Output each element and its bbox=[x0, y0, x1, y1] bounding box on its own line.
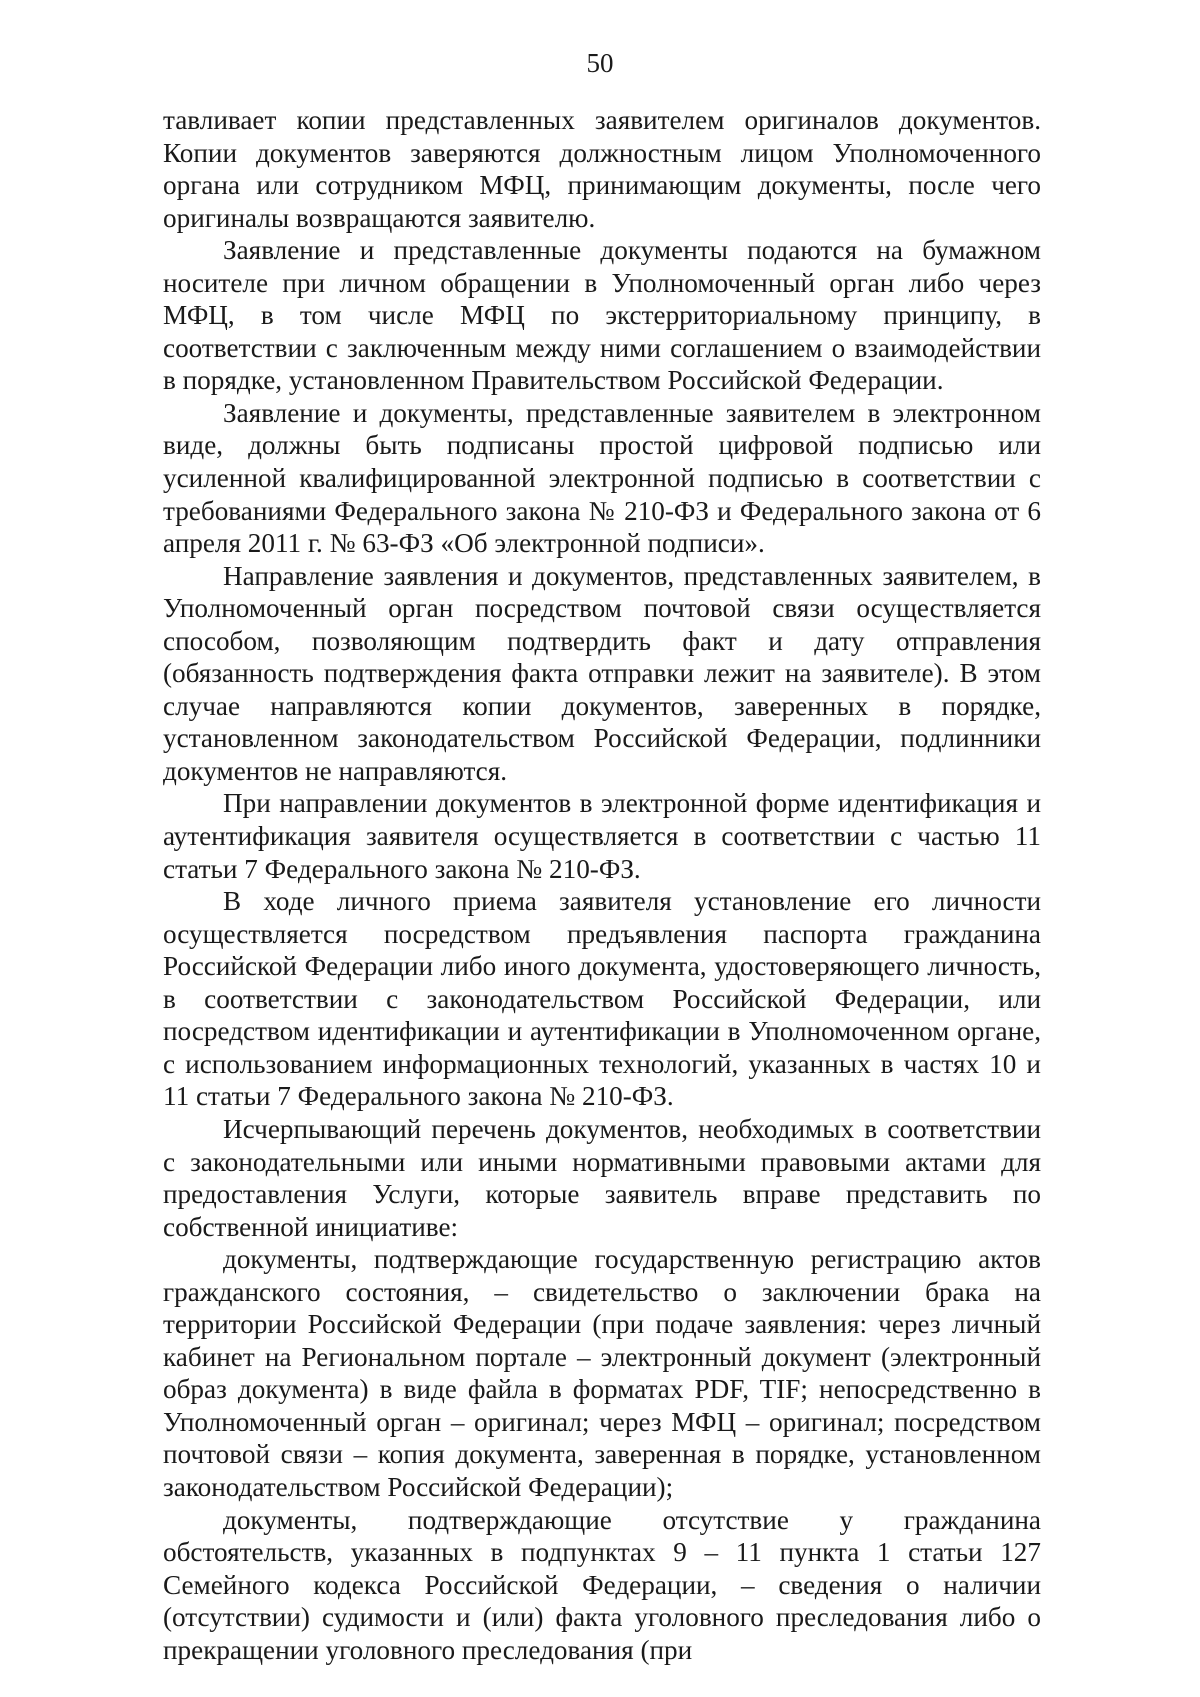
page-number: 50 bbox=[586, 48, 614, 78]
paragraph-postal-submission: Направление заявления и документов, представленных заявителем, в Уполномоченный орган посредством почтовой связи осуществляется способом, позволяющим подтвердить факт и дату отправления (обязанность подтверждения факта отправки лежит на заявителе). В этом случае направляются копии документов, заверенных в порядке, установленном законодательством Российской Федерации, подлинники документов не направляются. bbox=[163, 560, 1041, 786]
paragraph-personal-reception: В ходе личного приема заявителя установление его личности осуществляется посредством предъявления паспорта гражданина Российской Федерации либо иного документа, удостоверяющего личность, в соответствии с законодательством Российской Федерации, или посредством идентификации и аутентификации в Уполномоченном органе, с использованием информационных технологий, указанных в частях 10 и 11 статьи 7 Федерального закона № 210-ФЗ. bbox=[163, 886, 1041, 1112]
paragraph-civil-status-documents: документы, подтверждающие государственную регистрацию актов гражданского состояния, – свидетельство о заключении брака на территории Российской Федерации (при подаче заявления: через личный кабинет на Региональном портале – электронный документ (электронный образ документа) в виде файла в форматах PDF, TIF; непосредственно в Уполномоченный орган – оригинал; через МФЦ – оригинал; посредством почтовой связи – копия документа, заверенная в порядке, установленном законодательством Российской Федерации); bbox=[163, 1244, 1041, 1502]
document-body bbox=[163, 104, 1041, 1666]
paragraph-submission-paper: Заявление и представленные документы подаются на бумажном носителе при личном обращении в Уполномоченный орган либо через МФЦ, в том числе МФЦ по экстерриториальному принципу, в соответствии с заключенным между ними соглашением о взаимодействии в порядке, установленном Правительством Российской Федерации. bbox=[163, 235, 1041, 396]
paragraph-electronic-signature: Заявление и документы, представленные заявителем в электронном виде, должны быть подписаны простой цифровой подписью или усиленной квалифицированной электронной подписью в соответствии с требованиями Федерального закона № 210-ФЗ и Федерального закона от 6 апреля 2011 г. № 63-ФЗ «Об электронной подписи». bbox=[163, 397, 1041, 559]
paragraph-electronic-identification: При направлении документов в электронной форме идентификация и аутентификация заявителя осуществляется в соответствии с частью 11 статьи 7 Федерального закона № 210-ФЗ. bbox=[163, 788, 1041, 884]
paragraph-documents-list-intro: Исчерпывающий перечень документов, необходимых в соответствии с законодательными или иными нормативными правовыми актами для предоставления Услуги, которые заявитель вправе представить по собственной инициативе: bbox=[163, 1113, 1041, 1242]
paragraph-continuation: тавливает копии представленных заявителем оригиналов документов. Копии документов заверяются должностным лицом Уполномоченного органа или сотрудником МФЦ, принимающим документы, после чего оригиналы возвращаются заявителю. bbox=[163, 105, 1041, 233]
paragraph-absence-of-circumstances: документы, подтверждающие отсутствие у гражданина обстоятельств, указанных в подпунктах 9 – 11 пункта 1 статьи 127 Семейного кодекса Российской Федерации, – сведения о наличии (отсутствии) судимости и (или) факта уголовного преследования либо о прекращении уголовного преследования (при bbox=[163, 1504, 1041, 1665]
